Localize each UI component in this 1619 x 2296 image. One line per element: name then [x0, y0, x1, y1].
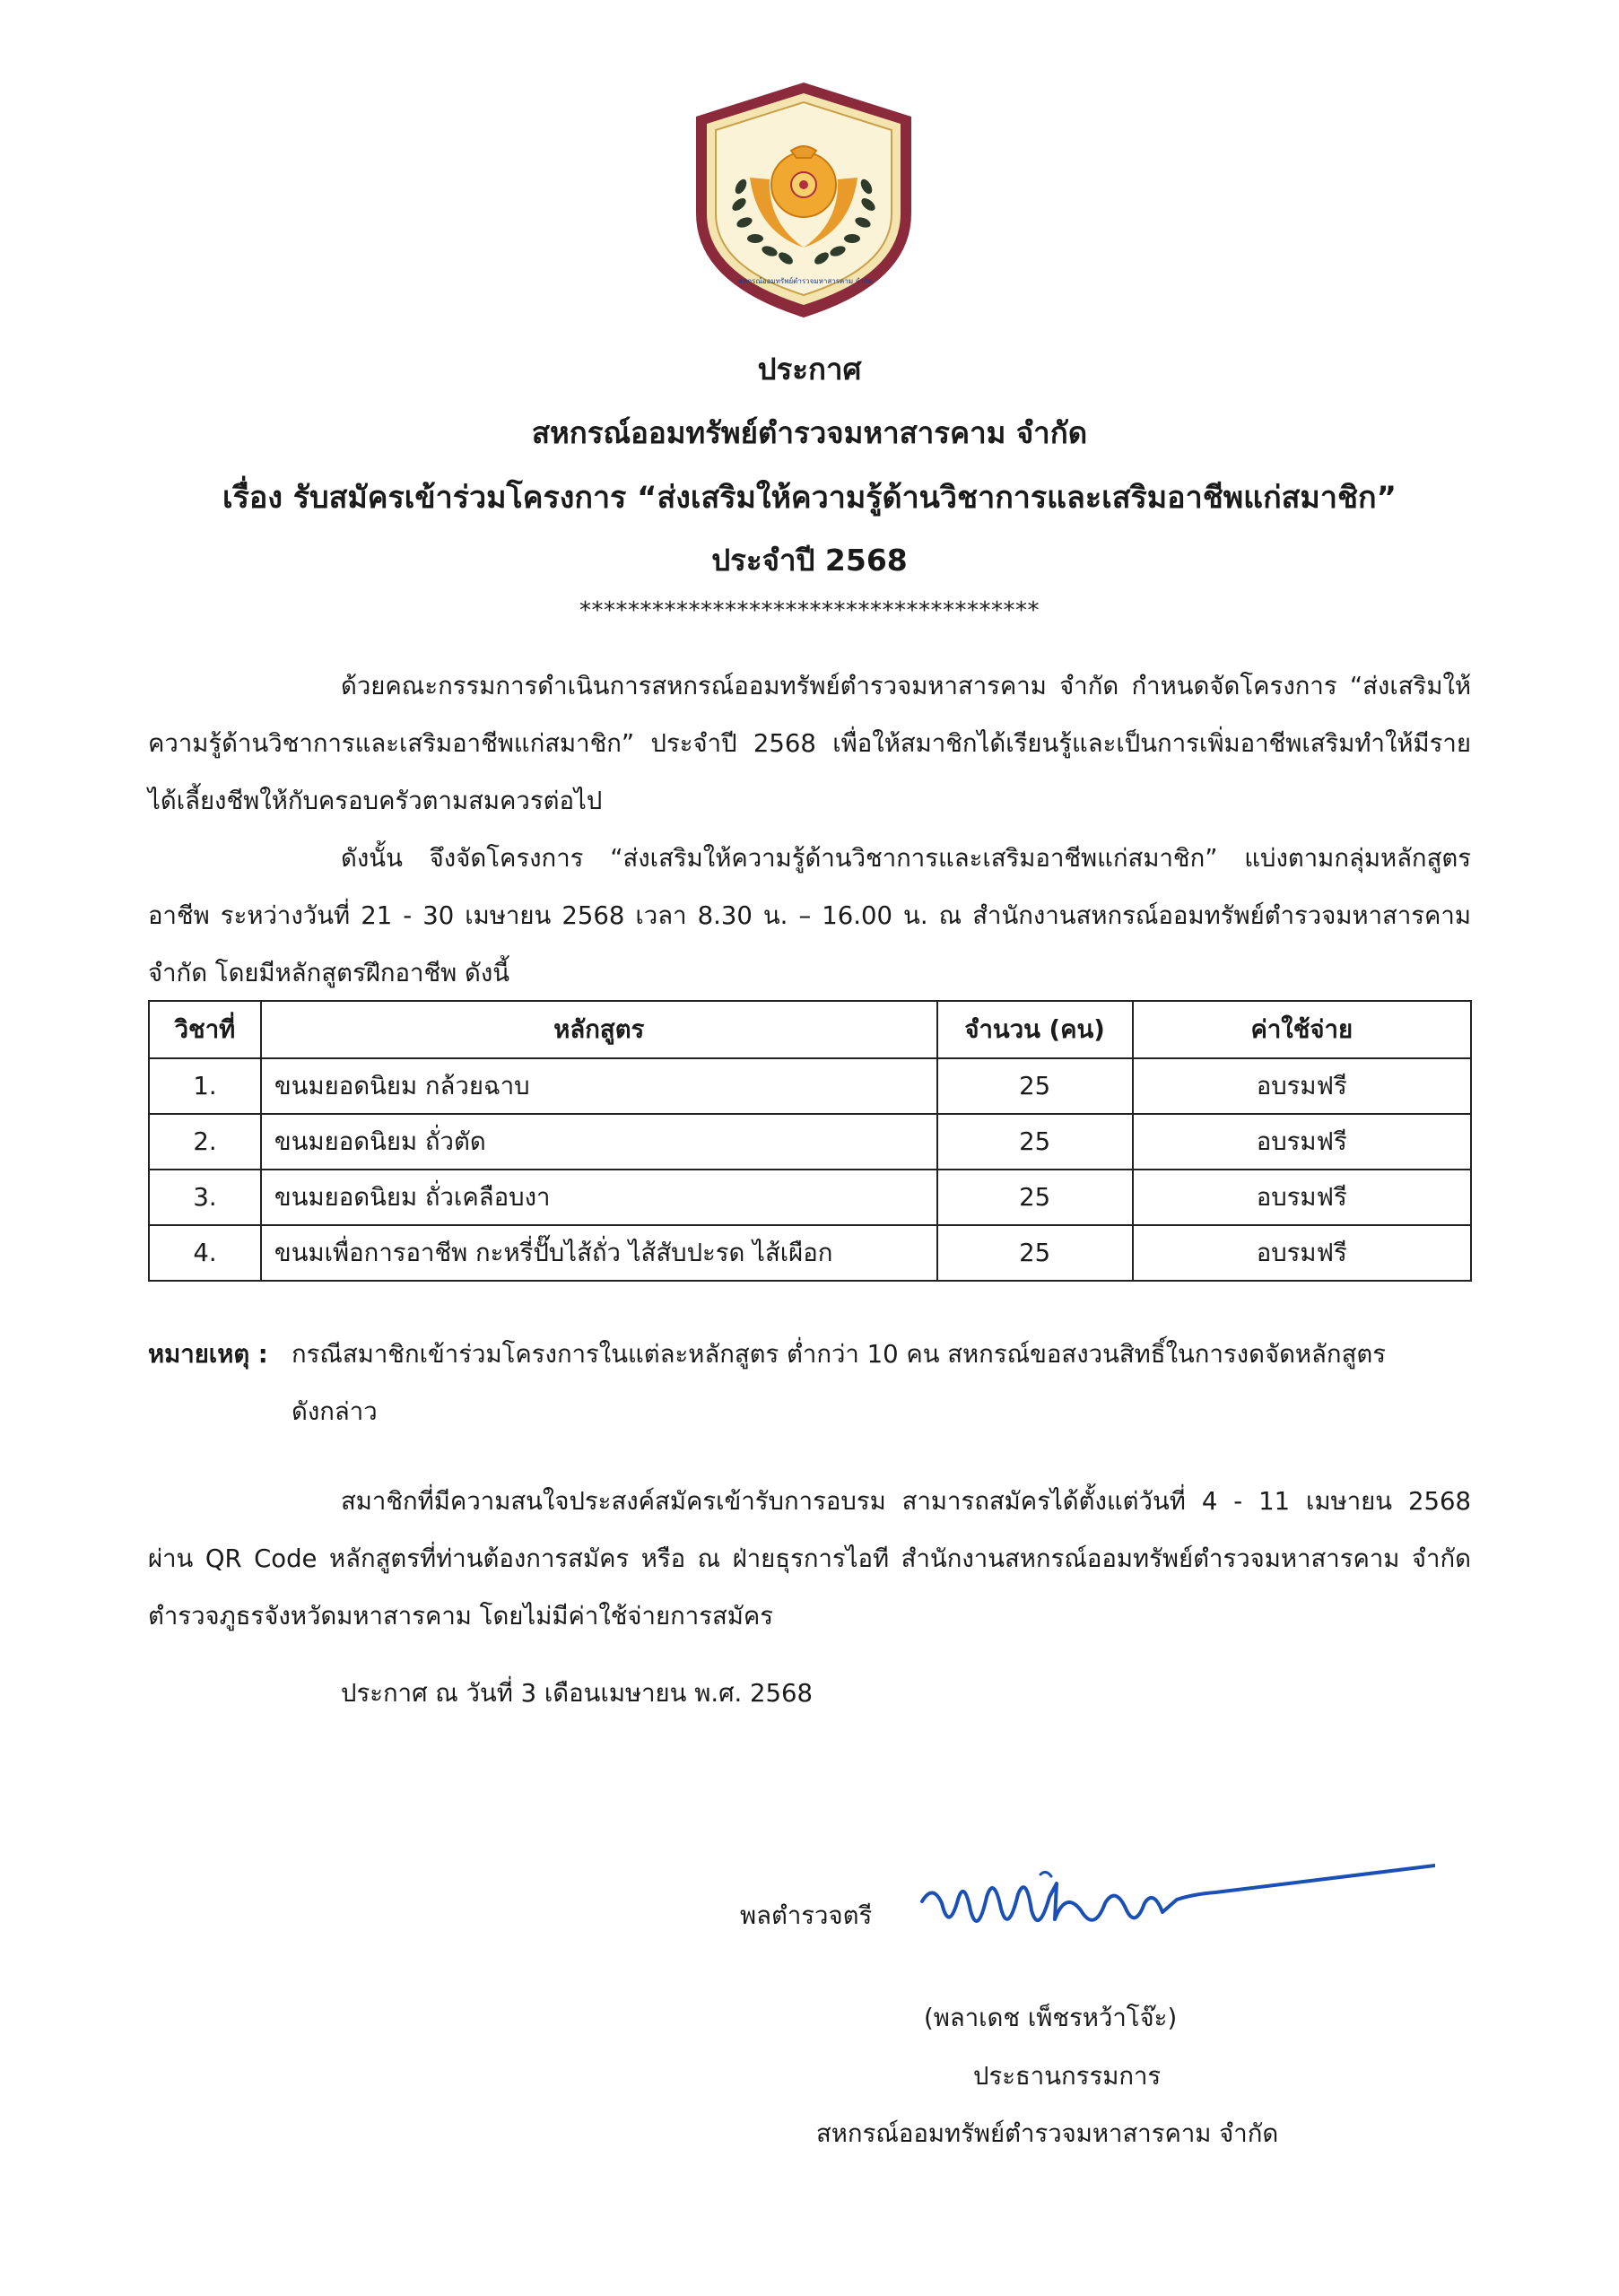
remark-text: กรณีสมาชิกเข้าร่วมโครงการในแต่ละหลักสูตร ต่ำกว่า 10 คน สหกรณ์ขอสงวนสิทธิ์ในการงดจัดหลักสูตร: [292, 1340, 1386, 1369]
row-count: 25: [937, 1114, 1133, 1170]
row-number: 2.: [149, 1114, 261, 1170]
signer-name: (พลาเดช เพ็ชรหว้าโจ๊ะ): [924, 2004, 1178, 2032]
header-count: จำนวน (คน): [937, 1001, 1133, 1058]
row-number: 4.: [149, 1225, 261, 1281]
header-cost: ค่าใช้จ่าย: [1133, 1001, 1471, 1058]
signer-organization: สหกรณ์ออมทรัพย์ตำรวจมหาสารคาม จำกัด: [816, 2119, 1279, 2148]
organization-title: สหกรณ์ออมทรัพย์ตำรวจมหาสารคาม จำกัด: [531, 415, 1088, 450]
row-course: ขนมยอดนิยม กล้วยฉาบ: [261, 1058, 937, 1114]
announcement-heading: ประกาศ: [757, 352, 862, 387]
intro-paragraph: [148, 657, 1471, 830]
row-count: 25: [937, 1225, 1133, 1281]
intro-paragraph-text: ด้วยคณะกรรมการดำเนินการสหกรณ์ออมทรัพย์ตำรวจมหาสารคาม จำกัด กำหนดจัดโครงการ “ส่งเสริมให้ความรู้ด้านวิชาการและเสริมอาชีพแก่สมาชิก” ประจำปี 2568 เพื่อให้สมาชิกได้เรียนรู้และเป็นการเพิ่มอาชีพเสริมทำให้มีรายได้เลี้ยงชีพให้กับครอบครัวตามสมควรต่อไป: [148, 672, 1471, 815]
schedule-paragraph-text: ดังนั้น จึงจัดโครงการ “ส่งเสริมให้ความรู้ด้านวิชาการและเสริมอาชีพแก่สมาชิก” แบ่งตามกลุ่มหลักสูตรอาชีพ ระหว่างวันที่ 21 - 30 เมษายน 2568 เวลา 8.30 น. – 16.00 น. ณ สำนักงานสหกรณ์ออมทรัพย์ตำรวจมหาสารคาม จำกัด โดยมีหลักสูตรฝึกอาชีพ ดังนี้: [148, 844, 1471, 987]
header-course: หลักสูตร: [261, 1001, 937, 1058]
row-number: 3.: [149, 1170, 261, 1225]
row-course: ขนมยอดนิยม ถั่วเคลือบงา: [261, 1170, 937, 1225]
table-row: [149, 1058, 1471, 1114]
remark-text-continued: ดังกล่าว: [292, 1397, 378, 1426]
subject-title: เรื่อง รับสมัครเข้าร่วมโครงการ “ส่งเสริมให้ความรู้ด้านวิชาการและเสริมอาชีพแก่สมาชิก”: [222, 480, 1397, 516]
row-count: 25: [937, 1170, 1133, 1225]
row-course: ขนมยอดนิยม ถั่วตัด: [261, 1114, 937, 1170]
logo-ring-text: สหกรณ์ออมทรัพย์ตำรวจมหาสารคาม จำกัด: [738, 277, 873, 285]
table-header-row: [149, 1001, 1471, 1058]
handwritten-signature: [915, 1848, 1435, 1955]
announcement-date: ประกาศ ณ วันที่ 3 เดือนเมษายน พ.ศ. 2568: [341, 1679, 814, 1708]
row-cost: อบรมฟรี: [1133, 1225, 1471, 1281]
table-row: [149, 1225, 1471, 1281]
header-subject-no: วิชาที่: [149, 1001, 261, 1058]
row-cost: อบรมฟรี: [1133, 1170, 1471, 1225]
table-row: [149, 1114, 1471, 1170]
row-course: ขนมเพื่อการอาชีพ กะหรี่ปั๊บไส้ถั่ว ไส้สับปะรด ไส้เผือก: [261, 1225, 937, 1281]
row-cost: อบรมฟรี: [1133, 1058, 1471, 1114]
application-paragraph: [148, 1473, 1471, 1645]
year-title: ประจำปี 2568: [711, 543, 908, 578]
remark-note: [148, 1326, 1475, 1440]
remark-label: หมายเหตุ :: [148, 1340, 268, 1369]
row-cost: อบรมฟรี: [1133, 1114, 1471, 1170]
table-row: [149, 1170, 1471, 1225]
schedule-paragraph: [148, 830, 1471, 1002]
course-table: [148, 1000, 1472, 1282]
application-paragraph-text: สมาชิกที่มีความสนใจประสงค์สมัครเข้ารับการอบรม สามารถสมัครได้ตั้งแต่วันที่ 4 - 11 เมษายน 2568 ผ่าน QR Code หลักสูตรที่ท่านต้องการสมัคร หรือ ณ ฝ่ายธุรการไอที สำนักงานสหกรณ์ออมทรัพย์ตำรวจมหาสารคาม จำกัด ตำรวจภูธรจังหวัดมหาสารคาม โดยไม่มีค่าใช้จ่ายการสมัคร: [148, 1487, 1471, 1631]
title-separator: **************************************: [579, 597, 1040, 624]
signer-position: ประธานกรรมการ: [973, 2062, 1162, 2091]
signer-rank: พลตำรวจตรี: [740, 1901, 873, 1930]
row-number: 1.: [149, 1058, 261, 1114]
row-count: 25: [937, 1058, 1133, 1114]
cooperative-emblem-logo: [687, 79, 920, 321]
